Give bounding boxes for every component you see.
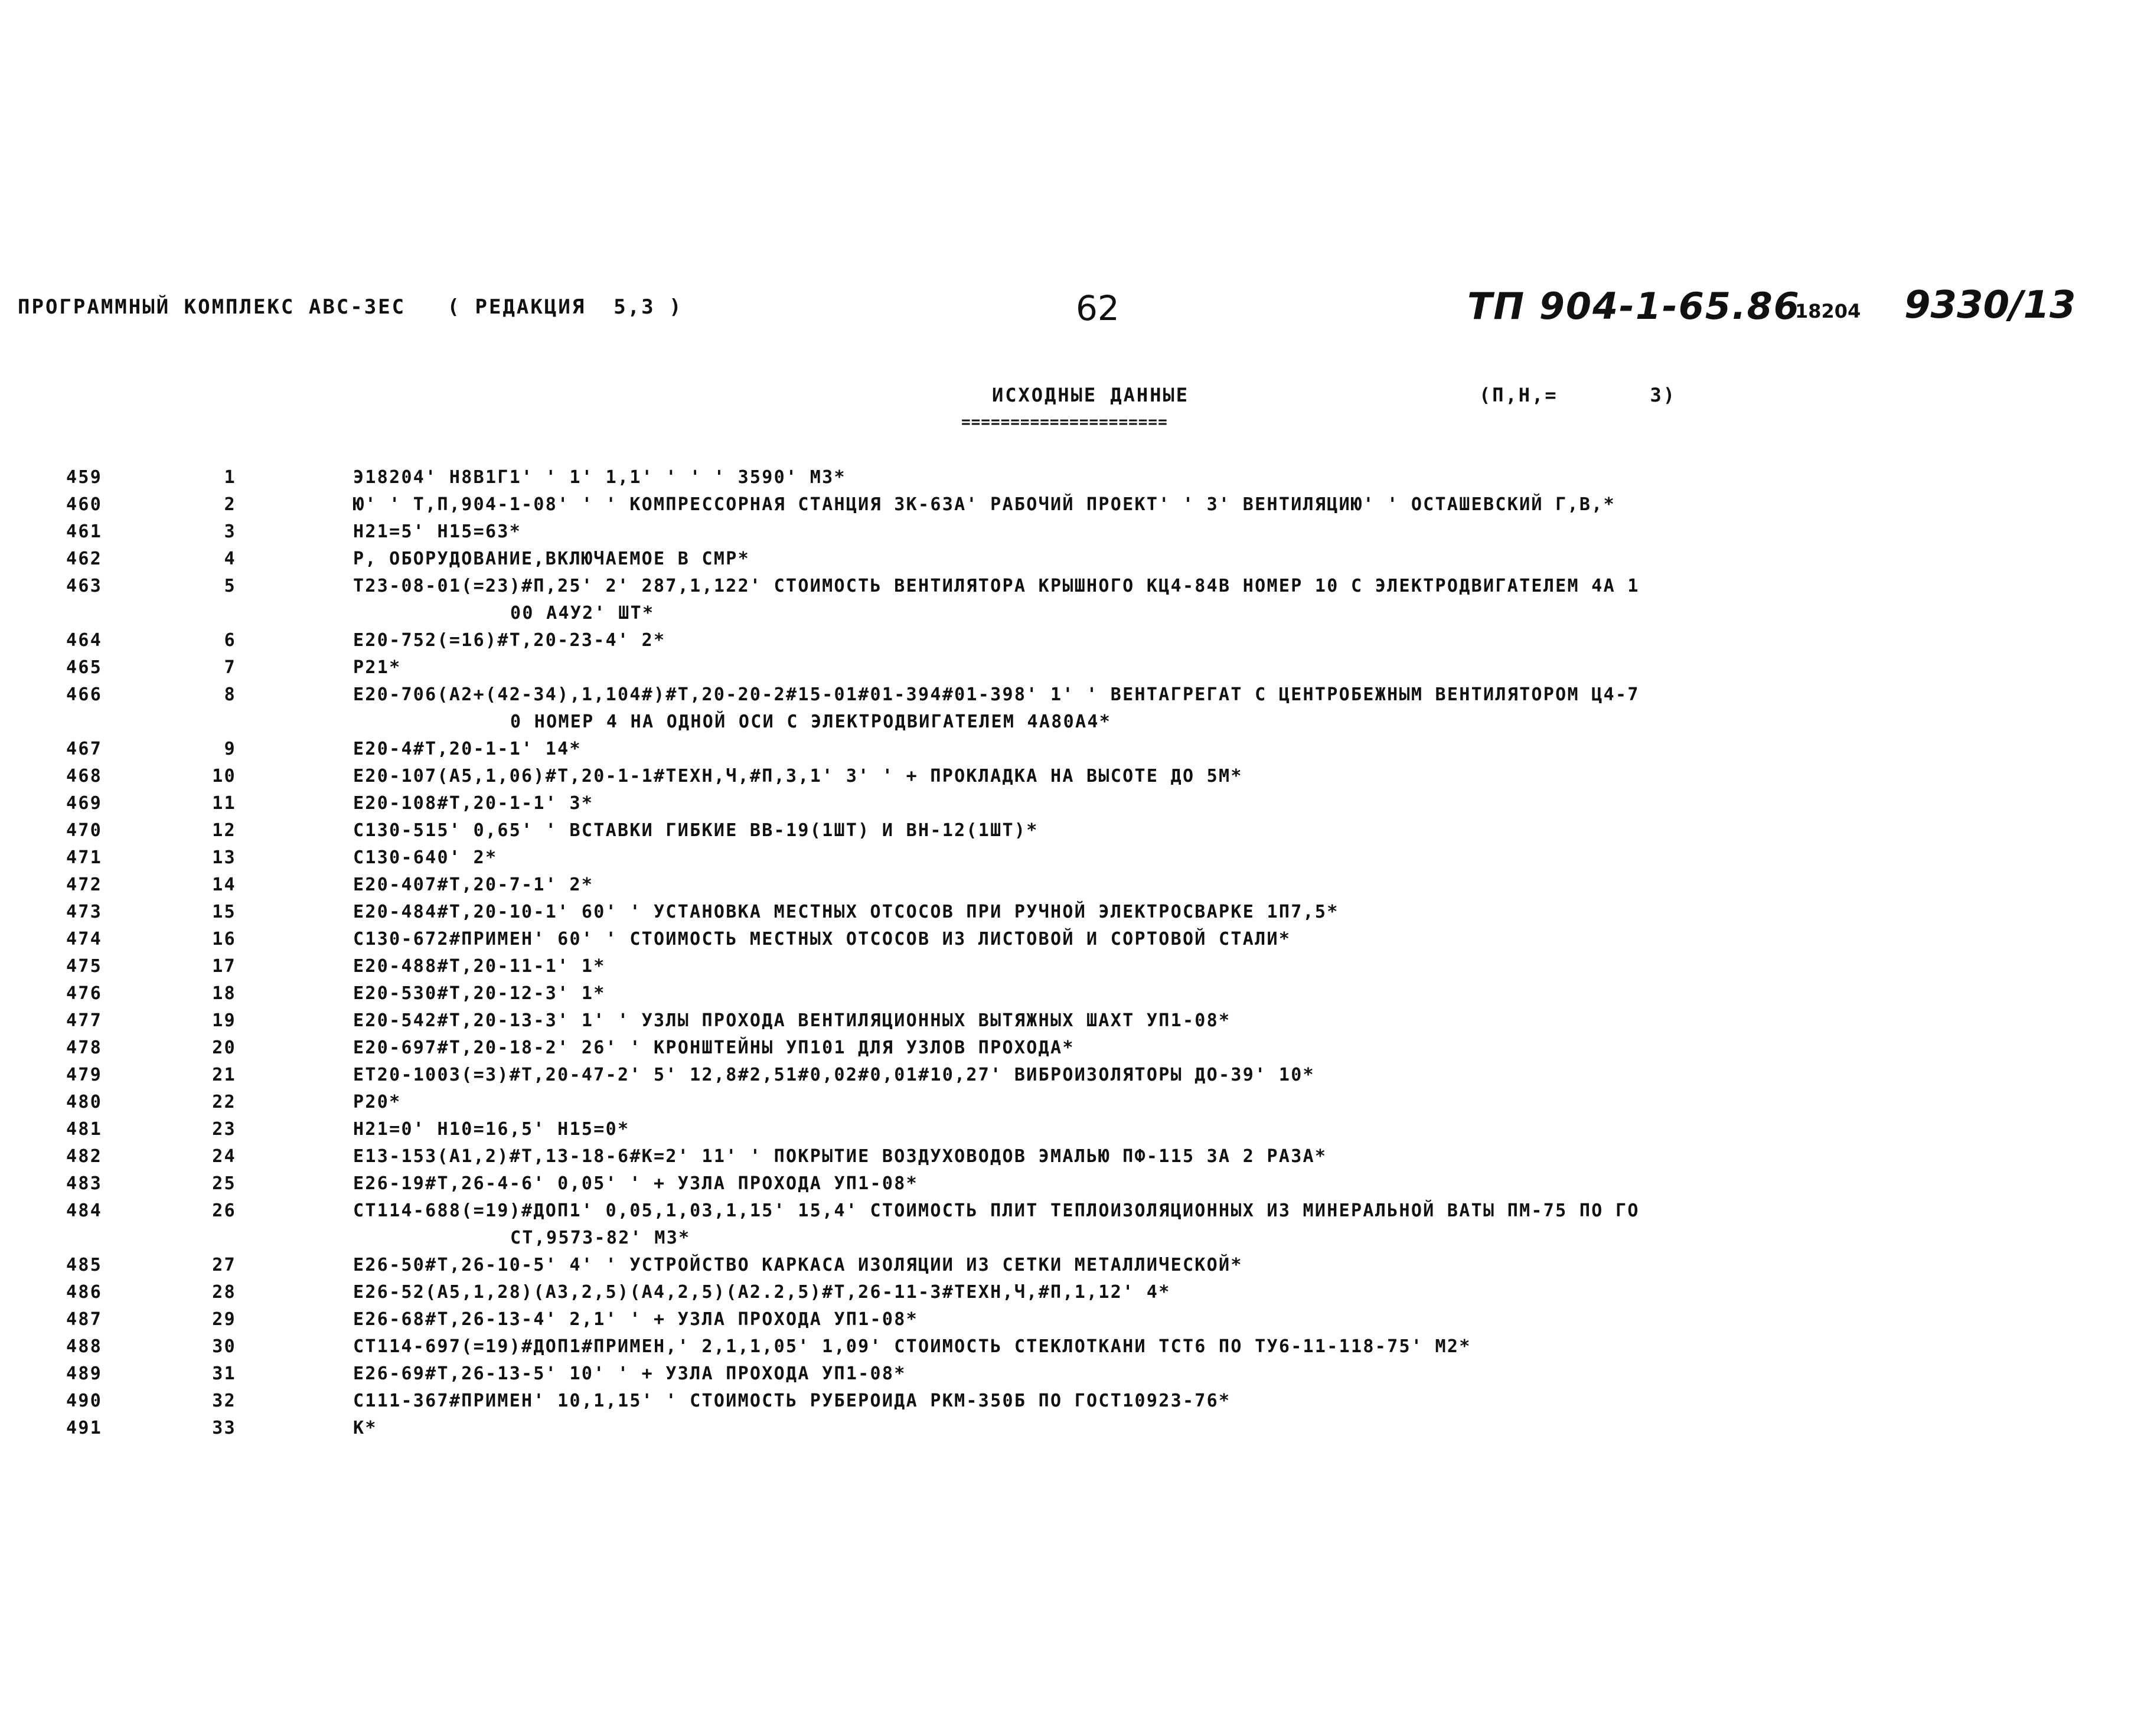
line-text-main: Р20* [353,1092,402,1112]
line-number: 2 [224,494,236,515]
line-text [353,1197,2141,1252]
sequence-number: 471 [66,847,103,868]
line-number: 32 [212,1391,236,1411]
listing-row [0,790,2141,817]
line-text-main: Н21=0' Н10=16,5' Н15=0* [353,1119,630,1140]
inventory-number: 9330/13 [1904,283,2076,327]
sequence-number: 480 [66,1092,103,1112]
line-text-main: СТ114-697(=19)#ДОП1#ПРИМЕН,' 2,1,1,05' 1,09' СТОИМОСТЬ СТЕКЛОТКАНИ ТСТ6 ПО ТУ6-11-118-75' М2* [353,1336,1471,1357]
sequence-number: 478 [66,1037,103,1058]
sequence-number: 484 [66,1200,103,1221]
sequence-number: 467 [66,739,103,759]
line-text-main: Р21* [353,657,402,678]
line-number: 13 [212,847,236,868]
listing-row [0,518,2141,546]
line-text-main: ЕТ20-1003(=3)#Т,20-47-2' 5' 12,8#2,51#0,02#0,01#10,27' ВИБРОИЗОЛЯТОРЫ ДО-39' 10* [353,1065,1315,1085]
sequence-number: 488 [66,1336,103,1357]
line-text [353,899,2141,926]
sequence-number: 468 [66,766,103,787]
line-text-main: Э18204' Н8В1Г1' ' 1' 1,1' ' ' ' 3590' М3* [353,467,846,488]
line-text [353,736,2141,763]
line-text-continuation: 0 НОМЕР 4 НА ОДНОЙ ОСИ С ЭЛЕКТРОДВИГАТЕЛЕМ 4А80А4* [510,712,1112,732]
line-text [353,1170,2141,1197]
line-number: 28 [212,1282,236,1303]
listing-row [0,980,2141,1007]
line-text-main: Е20-530#Т,20-12-3' 1* [353,983,606,1004]
sequence-number: 464 [66,630,103,651]
sequence-number: 489 [66,1363,103,1384]
line-number: 31 [212,1363,236,1384]
listing-row [0,1360,2141,1388]
listing-row [0,953,2141,980]
sequence-number: 487 [66,1309,103,1330]
line-text-main: СТ114-688(=19)#ДОП1' 0,05,1,03,1,15' 15,4' СТОИМОСТЬ ПЛИТ ТЕПЛОИЗОЛЯЦИОННЫХ ИЗ МИНЕРАЛЬНОЙ ВАТЫ ПМ-75 ПО ГО [353,1200,1640,1221]
line-text [353,1415,2141,1442]
line-text-main: Е26-69#Т,26-13-5' 10' ' + УЗЛА ПРОХОДА УП1-08* [353,1363,906,1384]
sequence-number: 482 [66,1146,103,1167]
line-text-main: Е20-108#Т,20-1-1' 3* [353,793,594,814]
line-text [353,872,2141,899]
line-number: 29 [212,1309,236,1330]
line-text-main: Е20-107(А5,1,06)#Т,20-1-1#ТЕХН,Ч,#П,3,1' 3' ' + ПРОКЛАДКА НА ВЫСОТЕ ДО 5М* [353,766,1243,787]
line-text-main: Е20-697#Т,20-18-2' 26' ' КРОНШТЕЙНЫ УП101 ДЛЯ УЗЛОВ ПРОХОДА* [353,1037,1075,1058]
listing-row [0,1170,2141,1197]
listing-row [0,681,2141,736]
line-text [353,1143,2141,1170]
listing-row [0,491,2141,518]
line-number: 21 [212,1065,236,1085]
line-text [353,1252,2141,1279]
sequence-number: 459 [66,467,103,488]
line-text-main: Е26-68#Т,26-13-4' 2,1' ' + УЗЛА ПРОХОДА УП1-08* [353,1309,918,1330]
line-number: 27 [212,1255,236,1275]
line-number: 19 [212,1010,236,1031]
line-number: 17 [212,956,236,977]
sequence-number: 473 [66,902,103,922]
line-number: 10 [212,766,236,787]
listing-row [0,654,2141,681]
line-number: 12 [212,820,236,841]
sequence-number: 474 [66,929,103,949]
listing-row [0,1116,2141,1143]
line-text-main: Е13-153(А1,2)#Т,13-18-6#К=2' 11' ' ПОКРЫТИЕ ВОЗДУХОВОДОВ ЭМАЛЬЮ ПФ-115 ЗА 2 РАЗА* [353,1146,1327,1167]
line-text [353,1333,2141,1360]
document-code: ТП 904-1-65.86 [1467,285,1800,328]
listing-row [0,926,2141,953]
line-number: 8 [224,684,236,705]
sequence-number: 470 [66,820,103,841]
line-number: 23 [212,1119,236,1140]
line-text [353,654,2141,681]
listing-row [0,627,2141,654]
line-number: 24 [212,1146,236,1167]
line-text [353,573,2141,627]
line-text [353,518,2141,546]
sequence-number: 469 [66,793,103,814]
sequence-number: 462 [66,549,103,569]
line-number: 16 [212,929,236,949]
line-text-main: Е20-542#Т,20-13-3' 1' ' УЗЛЫ ПРОХОДА ВЕНТИЛЯЦИОННЫХ ВЫТЯЖНЫХ ШАХТ УП1-08* [353,1010,1231,1031]
line-number: 9 [224,739,236,759]
sequence-number: 466 [66,684,103,705]
line-text-main: Е20-4#Т,20-1-1' 14* [353,739,582,759]
line-text [353,1007,2141,1035]
listing-row [0,736,2141,763]
sequence-number: 477 [66,1010,103,1031]
sequence-number: 491 [66,1418,103,1438]
line-text [353,464,2141,491]
listing-row [0,1306,2141,1333]
sequence-number: 461 [66,521,103,542]
line-text-main: Н21=5' Н15=63* [353,521,522,542]
line-text-main: Е26-52(А5,1,28)(А3,2,5)(А4,2,5)(А2.2,5)#Т,26-11-3#ТЕХН,Ч,#П,1,12' 4* [353,1282,1171,1303]
line-number: 1 [224,467,236,488]
line-text-main: Е20-706(А2+(42-34),1,104#)#Т,20-20-2#15-01#01-394#01-398' 1' ' ВЕНТАГРЕГАТ С ЦЕНТРОБЕЖНЫМ ВЕНТИЛЯТОРОМ Ц4-7 [353,684,1640,705]
line-number: 25 [212,1173,236,1194]
line-text [353,627,2141,654]
line-text [353,817,2141,844]
line-number: 30 [212,1336,236,1357]
line-text-main: Е20-488#Т,20-11-1' 1* [353,956,606,977]
line-text [353,1279,2141,1306]
sequence-number: 490 [66,1391,103,1411]
sequence-number: 483 [66,1173,103,1194]
line-text-main: Е20-484#Т,20-10-1' 60' ' УСТАНОВКА МЕСТНЫХ ОТСОСОВ ПРИ РУЧНОЙ ЭЛЕКТРОСВАРКЕ 1П7,5* [353,902,1339,922]
sequence-number: 475 [66,956,103,977]
listing-row [0,872,2141,899]
listing-row [0,1035,2141,1062]
line-number: 20 [212,1037,236,1058]
line-number: 5 [224,576,236,596]
line-text [353,953,2141,980]
line-text-main: Е26-50#Т,26-10-5' 4' ' УСТРОЙСТВО КАРКАСА ИЗОЛЯЦИИ ИЗ СЕТКИ МЕТАЛЛИЧЕСКОЙ* [353,1255,1243,1275]
listing-row [0,1388,2141,1415]
line-number: 7 [224,657,236,678]
stamp-number: 18204 [1795,300,1861,322]
line-text-continuation: 00 А4У2' ШТ* [510,603,655,624]
line-text [353,763,2141,790]
listing-row [0,817,2141,844]
sequence-number: 486 [66,1282,103,1303]
line-text-main: С130-640' 2* [353,847,498,868]
listing-row [0,1333,2141,1360]
line-text [353,681,2141,736]
listing-row [0,464,2141,491]
line-text-main: Е20-752(=16)#Т,20-23-4' 2* [353,630,666,651]
line-text [353,980,2141,1007]
line-text [353,491,2141,518]
line-text [353,1306,2141,1333]
line-number: 14 [212,874,236,895]
line-text [353,1116,2141,1143]
section-meta: (П,Н,= 3) [1479,384,1676,406]
line-text [353,1388,2141,1415]
line-number: 18 [212,983,236,1004]
line-number: 26 [212,1200,236,1221]
line-text-continuation: СТ,9573-82' М3* [510,1228,691,1248]
input-data-listing [0,464,2141,1442]
listing-row [0,899,2141,926]
sequence-number: 460 [66,494,103,515]
line-text-main: К* [353,1418,377,1438]
line-number: 22 [212,1092,236,1112]
sequence-number: 481 [66,1119,103,1140]
line-number: 33 [212,1418,236,1438]
sequence-number: 463 [66,576,103,596]
line-text-main: Е26-19#Т,26-4-6' 0,05' ' + УЗЛА ПРОХОДА УП1-08* [353,1173,918,1194]
listing-row [0,1279,2141,1306]
section-title: ИСХОДНЫЕ ДАННЫЕ [992,384,1189,406]
line-text [353,926,2141,953]
listing-row [0,1415,2141,1442]
line-text [353,546,2141,573]
line-text [353,1035,2141,1062]
program-header: ПРОГРАММНЫЙ КОМПЛЕКС АВС-ЗЕС ( РЕДАКЦИЯ 5,3 ) [18,295,683,319]
line-number: 11 [212,793,236,814]
line-text [353,1062,2141,1089]
listing-row [0,1062,2141,1089]
listing-row [0,1007,2141,1035]
line-number: 6 [224,630,236,651]
line-text [353,844,2141,872]
sequence-number: 472 [66,874,103,895]
sequence-number: 485 [66,1255,103,1275]
line-number: 15 [212,902,236,922]
listing-row [0,763,2141,790]
line-text-main: С111-367#ПРИМЕН' 10,1,15' ' СТОИМОСТЬ РУБЕРОИДА РКМ-350Б ПО ГОСТ10923-76* [353,1391,1231,1411]
section-underline: ===================== [961,413,1168,431]
line-text-main: С130-672#ПРИМЕН' 60' ' СТОИМОСТЬ МЕСТНЫХ ОТСОСОВ ИЗ ЛИСТОВОЙ И СОРТОВОЙ СТАЛИ* [353,929,1291,949]
sequence-number: 465 [66,657,103,678]
listing-row [0,546,2141,573]
line-text [353,1360,2141,1388]
line-text-main: Е20-407#Т,20-7-1' 2* [353,874,594,895]
line-text-main: Т23-08-01(=23)#П,25' 2' 287,1,122' СТОИМОСТЬ ВЕНТИЛЯТОРА КРЫШНОГО КЦ4-84В НОМЕР 10 С ЭЛЕКТРОДВИГАТЕЛЕМ 4А 1 [353,576,1640,596]
line-text-main: С130-515' 0,65' ' ВСТАВКИ ГИБКИЕ ВВ-19(1ШТ) И ВН-12(1ШТ)* [353,820,1039,841]
listing-row [0,1197,2141,1252]
listing-row [0,1252,2141,1279]
sequence-number: 479 [66,1065,103,1085]
line-text [353,790,2141,817]
listing-row [0,844,2141,872]
line-text [353,1089,2141,1116]
listing-row [0,1089,2141,1116]
listing-row [0,573,2141,627]
line-number: 4 [224,549,236,569]
sequence-number: 476 [66,983,103,1004]
listing-row [0,1143,2141,1170]
line-text-main: Р, ОБОРУДОВАНИЕ,ВКЛЮЧАЕМОЕ В СМР* [353,549,750,569]
line-text-main: Ю' ' Т,П,904-1-08' ' ' КОМПРЕССОРНАЯ СТАНЦИЯ ЗК-63А' РАБОЧИЙ ПРОЕКТ' ' 3' ВЕНТИЛЯЦИЮ' ' ОСТАШЕВСКИЙ Г,В,* [353,494,1615,515]
page-number: 62 [1076,288,1120,328]
line-number: 3 [224,521,236,542]
